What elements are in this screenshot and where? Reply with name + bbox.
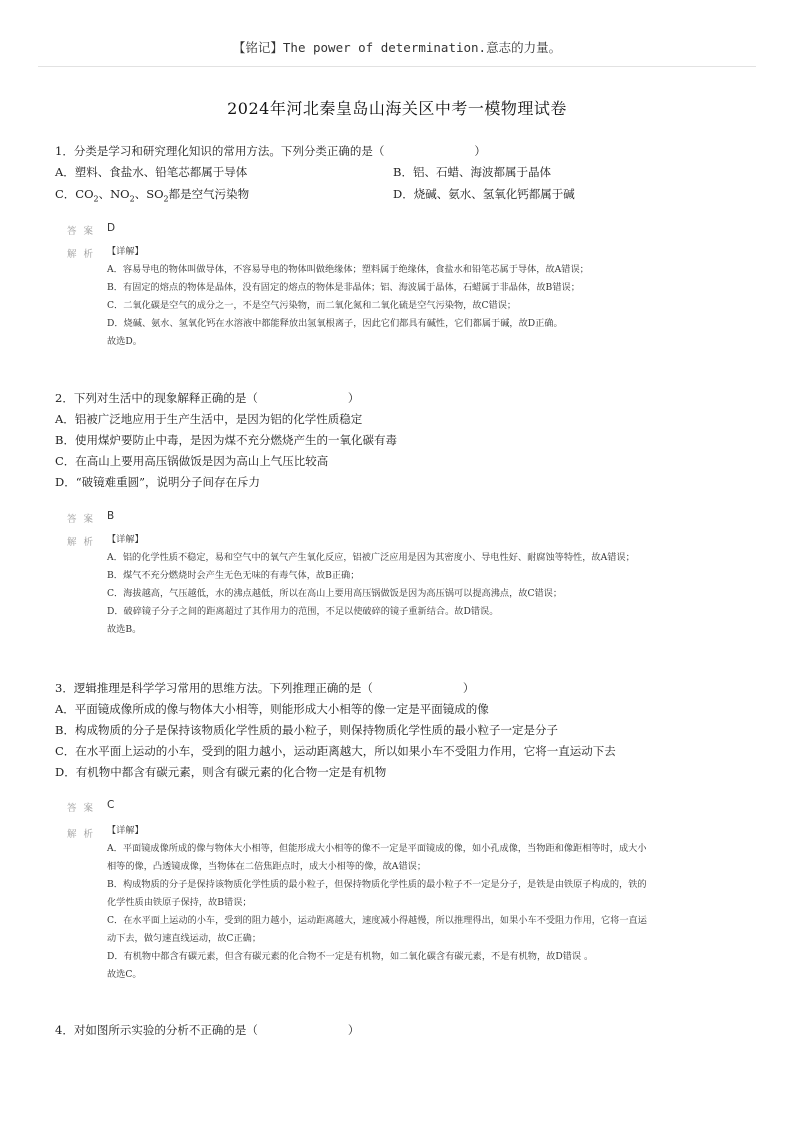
explanation-line: A．容易导电的物体叫做导体，不容易导电的物体叫做绝缘体；塑料属于绝缘体，食盐水和铅笔芯属于导体，故A错误； <box>107 264 589 275</box>
explanation-line: C．在水平面上运动的小车，受到的阻力越小，运动距离越大，速度减小得越慢，所以推理得出，如果小车不受阻力作用，它将一直运 <box>107 915 647 926</box>
explanation-heading: 【详解】 <box>107 825 144 836</box>
explanation-heading: 【详解】 <box>107 246 144 257</box>
question-2-answer: B <box>107 510 115 522</box>
question-3-explanation <box>107 822 727 984</box>
question-1-option-d: D．烧碱、氨水、氢氧化钙都属于碱 <box>393 187 575 201</box>
page-header-motto: 【铭记】The power of determination.意志的力量。 <box>232 40 562 55</box>
explanation-line: 动下去，做匀速直线运动，故C正确； <box>107 933 262 944</box>
explanation-heading: 【详解】 <box>107 534 144 545</box>
question-2-analysis-label: 解 析 <box>67 537 96 548</box>
question-2-option-c: C．在高山上要用高压锅做饭是因为高山上气压比较高 <box>55 454 329 468</box>
explanation-line: C．二氧化碳是空气的成分之一，不是空气污染物，而二氧化氮和二氧化硫是空气污染物，故C错误； <box>107 300 517 311</box>
question-2-option-b: B．使用煤炉要防止中毒，是因为煤不充分燃烧产生的一氧化碳有毒 <box>55 433 397 447</box>
explanation-line: A．平面镜成像所成的像与物体大小相等，但能形成大小相等的像不一定是平面镜成的像，如小孔成像，当物距和像距相等时，成大小 <box>107 843 647 854</box>
explanation-conclusion: 故选B。 <box>107 624 142 635</box>
page-title: 2024年河北秦皇岛山海关区中考一模物理试卷 <box>227 99 567 118</box>
question-2-stem: 2．下列对生活中的现象解释正确的是（ ） <box>55 391 360 405</box>
question-1-analysis-label: 解 析 <box>67 249 96 260</box>
question-3-option-b: B．构成物质的分子是保持该物质化学性质的最小粒子，则保持物质化学性质的最小粒子一定是分子 <box>55 723 558 737</box>
explanation-line: D．烧碱、氨水、氢氧化钙在水溶液中都能释放出氢氧根离子，因此它们都具有碱性，它们都属于碱，故D正确。 <box>107 318 563 329</box>
question-4-stem: 4．对如图所示实验的分析不正确的是（ ） <box>55 1023 360 1037</box>
explanation-line: D．破碎镜子分子之间的距离超过了其作用力的范围，不足以使破碎的镜子重新结合。故D错误。 <box>107 606 499 617</box>
explanation-conclusion: 故选C。 <box>107 969 142 980</box>
question-2-explanation <box>107 531 727 639</box>
question-2-option-d: D．“破镜难重圆”，说明分子间存在斥力 <box>55 475 260 489</box>
question-1-stem: 1．分类是学习和研究理化知识的常用方法。下列分类正确的是（ ） <box>55 144 486 158</box>
explanation-line: 化学性质由铁原子保持，故B错误； <box>107 897 252 908</box>
question-3-stem: 3．逻辑推理是科学学习常用的思维方法。下列推理正确的是（ ） <box>55 681 475 695</box>
question-2-answer-label: 答 案 <box>67 514 96 525</box>
explanation-line: C．海拔越高，气压越低，水的沸点越低，所以在高山上要用高压锅做饭是因为高压锅可以提高沸点，故C错误； <box>107 588 563 599</box>
explanation-line: B．构成物质的分子是保持该物质化学性质的最小粒子，但保持物质化学性质的最小粒子不一定是分子，是铁是由铁原子构成的，铁的 <box>107 879 647 890</box>
explanation-line: 相等的像，凸透镜成像，当物体在二倍焦距点时，成大小相等的像，故A错误； <box>107 861 427 872</box>
question-3-option-a: A．平面镜成像所成的像与物体大小相等，则能形成大小相等的像一定是平面镜成的像 <box>55 702 489 716</box>
explanation-line: B．煤气不充分燃烧时会产生无色无味的有毒气体，故B正确； <box>107 570 360 581</box>
explanation-line: D．有机物中都含有碳元素，但含有碳元素的化合物不一定是有机物，如二氧化碳含有碳元素，不是有机物，故D错误 。 <box>107 951 594 962</box>
question-1-option-b: B．铝、石蜡、海波都属于晶体 <box>393 165 551 179</box>
question-1-answer-label: 答 案 <box>67 226 96 237</box>
question-1-explanation <box>107 243 727 351</box>
question-3-analysis-label: 解 析 <box>67 829 96 840</box>
explanation-line: A．铝的化学性质不稳定，易和空气中的氧气产生氧化反应，铝被广泛应用是因为其密度小、导电性好、耐腐蚀等特性，故A错误； <box>107 552 635 563</box>
question-3-answer-label: 答 案 <box>67 803 96 814</box>
header-divider <box>38 66 756 67</box>
question-1-option-a: A．塑料、食盐水、铅笔芯都属于导体 <box>55 165 248 179</box>
question-1-option-c: C．$CO_2$、$NO_2$、$SO_2$都是空气污染物 <box>55 187 250 204</box>
question-3-option-c: C．在水平面上运动的小车，受到的阻力越小，运动距离越大，所以如果小车不受阻力作用，它将一直运动下去 <box>55 744 616 758</box>
explanation-line: B．有固定的熔点的物体是晶体，没有固定的熔点的物体是非晶体；铝、海波属于晶体，石蜡属于非晶体，故B错误； <box>107 282 580 293</box>
question-1-answer: D <box>107 222 116 234</box>
question-2-option-a: A．铝被广泛地应用于生产生活中，是因为铝的化学性质稳定 <box>55 412 363 426</box>
explanation-conclusion: 故选D。 <box>107 336 142 347</box>
question-3-option-d: D．有机物中都含有碳元素，则含有碳元素的化合物一定是有机物 <box>55 765 387 779</box>
question-3-answer: C <box>107 799 115 811</box>
